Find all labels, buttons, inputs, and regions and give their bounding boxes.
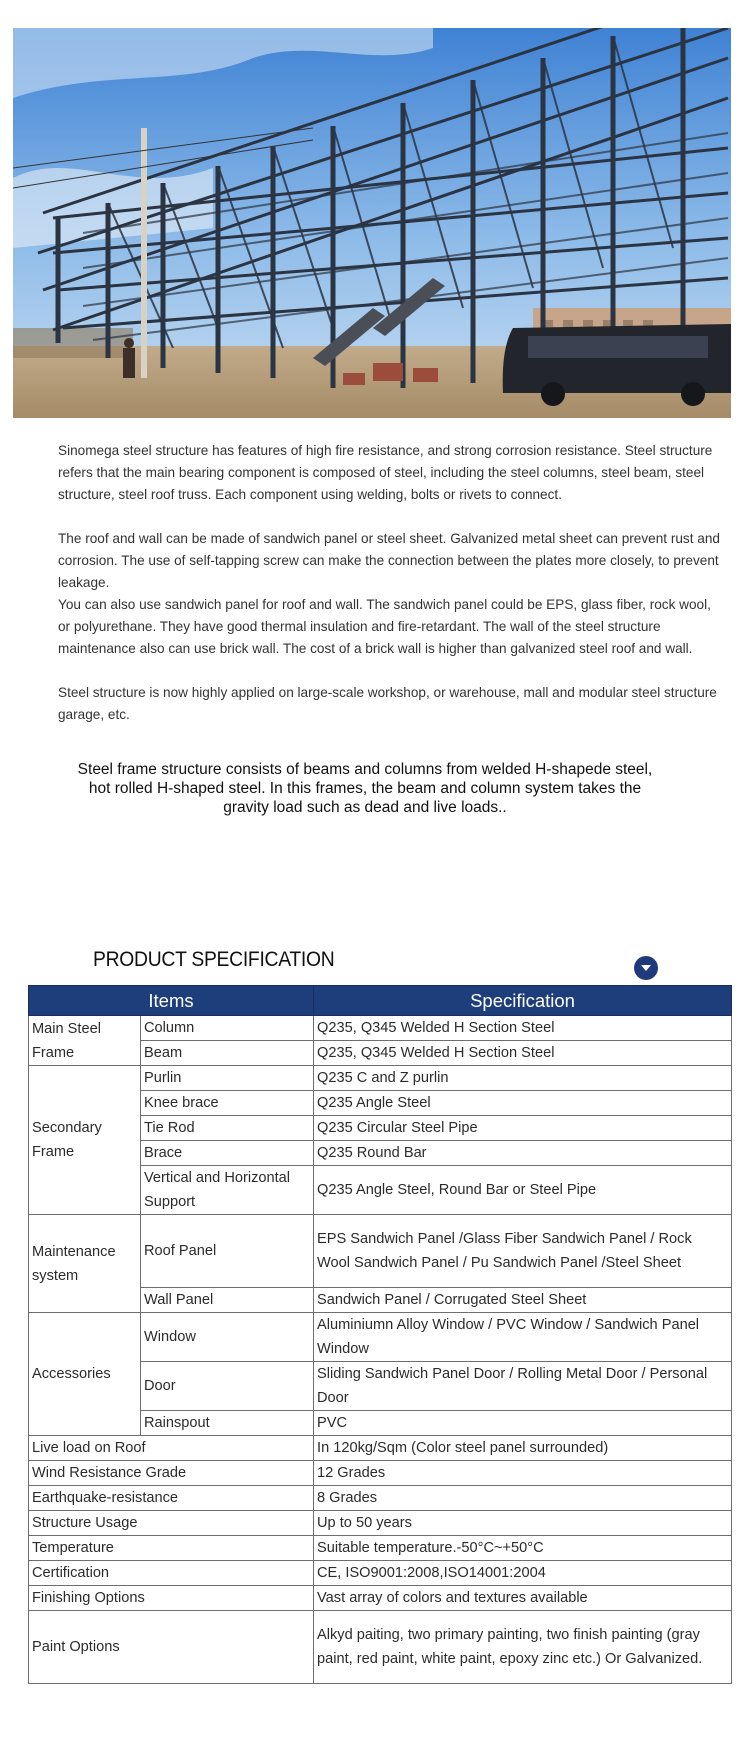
sandwich-panel-paragraph: You can also use sandwich panel for roof and wall. The sandwich panel could be EPS, glass fiber, rock wool, or polyurethane. They have good thermal insulation and fire-retardant. The wall of the steel structure maintenance also can use brick wall. The cost of a brick wall is higher than galvanized steel roof and wall. <box>58 597 711 656</box>
spec-cell: Q235, Q345 Welded H Section Steel <box>314 1041 732 1066</box>
item-cell: Finishing Options <box>29 1586 314 1611</box>
table-row <box>29 1586 732 1611</box>
spec-cell: Q235 Round Bar <box>314 1141 732 1166</box>
spec-table <box>28 985 732 1684</box>
table-row <box>29 1561 732 1586</box>
group-secondary: Secondary Frame <box>29 1066 141 1215</box>
group-maintenance: Maintenance system <box>29 1215 141 1313</box>
item-cell: Temperature <box>29 1536 314 1561</box>
table-row <box>29 1313 732 1362</box>
table-row <box>29 1486 732 1511</box>
group-accessories: Accessories <box>29 1313 141 1436</box>
lead-statement: Steel frame structure consists of beams and columns from welded H-shapede steel, hot rolled H-shaped steel. In this frames, the beam and column system takes the gravity load such as dead and live loads.. <box>77 761 653 816</box>
item-cell: Brace <box>141 1141 314 1166</box>
table-row <box>29 1511 732 1536</box>
item-cell: Rainspout <box>141 1411 314 1436</box>
item-cell: Window <box>141 1313 314 1362</box>
item-cell: Tie Rod <box>141 1116 314 1141</box>
spec-cell: Alkyd paiting, two primary painting, two finish painting (gray paint, red paint, white paint, epoxy zinc etc.) Or Galvanized. <box>314 1611 732 1684</box>
spec-cell: Sandwich Panel / Corrugated Steel Sheet <box>314 1288 732 1313</box>
spec-cell: Q235 Angle Steel <box>314 1091 732 1116</box>
spec-cell: Q235 Angle Steel, Round Bar or Steel Pipe <box>314 1166 732 1215</box>
table-row <box>29 1536 732 1561</box>
item-cell: Paint Options <box>29 1611 314 1684</box>
steel-structure-photo <box>13 28 731 418</box>
item-cell: Knee brace <box>141 1091 314 1116</box>
intro-paragraph: Sinomega steel structure has features of high fire resistance, and strong corrosion resistance. Steel structure refers that the main bearing component is composed of steel, including the steel columns, steel beam, steel structure, steel roof truss. Each component using welding, bolts or rivets to connect. <box>58 443 713 502</box>
spec-heading: PRODUCT SPECIFICATION <box>93 948 335 971</box>
chevron-down-icon <box>640 964 652 972</box>
spec-cell: 12 Grades <box>314 1461 732 1486</box>
item-cell: Certification <box>29 1561 314 1586</box>
spec-cell: Up to 50 years <box>314 1511 732 1536</box>
header-specification: Specification <box>314 986 732 1016</box>
group-main-steel: Main Steel Frame <box>29 1016 141 1066</box>
item-cell: Roof Panel <box>141 1215 314 1288</box>
spec-cell: Aluminiumn Alloy Window / PVC Window / Sandwich Panel Window <box>314 1313 732 1362</box>
item-cell: Earthquake-resistance <box>29 1486 314 1511</box>
table-row <box>29 1016 732 1041</box>
spec-cell: 8 Grades <box>314 1486 732 1511</box>
spec-cell: PVC <box>314 1411 732 1436</box>
scroll-down-button[interactable] <box>634 956 658 980</box>
item-cell: Beam <box>141 1041 314 1066</box>
item-cell: Wall Panel <box>141 1288 314 1313</box>
item-cell: Column <box>141 1016 314 1041</box>
table-row <box>29 1461 732 1486</box>
table-header-row <box>29 986 732 1016</box>
item-cell: Purlin <box>141 1066 314 1091</box>
table-row <box>29 1066 732 1091</box>
spec-cell: Suitable temperature.-50°C~+50°C <box>314 1536 732 1561</box>
header-items: Items <box>29 986 314 1016</box>
item-cell: Structure Usage <box>29 1511 314 1536</box>
table-row <box>29 1436 732 1461</box>
applications-paragraph: Steel structure is now highly applied on large-scale workshop, or warehouse, mall and modular steel structure garage, etc. <box>58 685 717 722</box>
spec-cell: Vast array of colors and textures available <box>314 1586 732 1611</box>
spec-cell: CE, ISO9001:2008,ISO14001:2004 <box>314 1561 732 1586</box>
spec-cell: EPS Sandwich Panel /Glass Fiber Sandwich Panel / Rock Wool Sandwich Panel / Pu Sandwich Panel /Steel Sheet <box>314 1215 732 1288</box>
spec-cell: Q235 C and Z purlin <box>314 1066 732 1091</box>
spec-cell: Q235, Q345 Welded H Section Steel <box>314 1016 732 1041</box>
item-cell: Door <box>141 1362 314 1411</box>
spec-cell: Q235 Circular Steel Pipe <box>314 1116 732 1141</box>
item-cell: Vertical and Horizontal Support <box>141 1166 314 1215</box>
item-cell: Live load on Roof <box>29 1436 314 1461</box>
table-row <box>29 1215 732 1288</box>
spec-cell: Sliding Sandwich Panel Door / Rolling Metal Door / Personal Door <box>314 1362 732 1411</box>
item-cell: Wind Resistance Grade <box>29 1461 314 1486</box>
roof-wall-paragraph: The roof and wall can be made of sandwich panel or steel sheet. Galvanized metal sheet can prevent rust and corrosion. The use of self-tapping screw can make the connection between the plates more closely, to prevent leakage. <box>58 531 720 590</box>
spec-cell: In 120kg/Sqm (Color steel panel surrounded) <box>314 1436 732 1461</box>
table-row <box>29 1611 732 1684</box>
